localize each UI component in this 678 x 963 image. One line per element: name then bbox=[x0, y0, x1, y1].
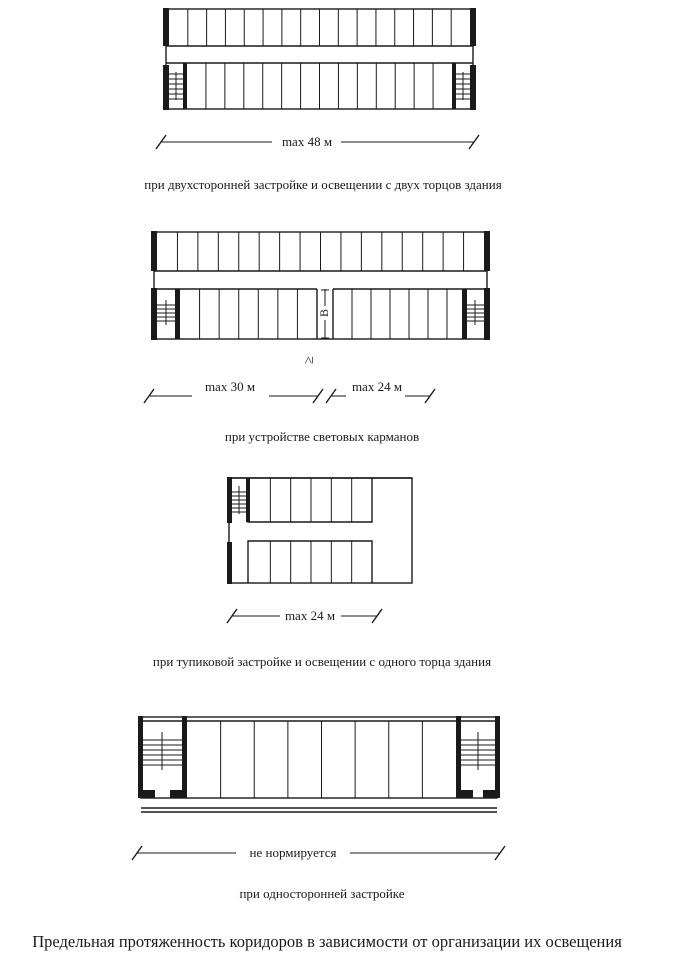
dimension-label: max 48 м bbox=[281, 134, 333, 149]
building-outline bbox=[229, 478, 412, 583]
staircase bbox=[232, 486, 246, 514]
end-wall bbox=[495, 716, 500, 798]
pocket-width-mark bbox=[317, 289, 331, 339]
stair-wall bbox=[452, 63, 456, 109]
end-wall bbox=[138, 716, 143, 798]
stair-wall bbox=[456, 716, 461, 798]
figure-title: Предельная протяженность коридоров в зависимости от организации их освещения bbox=[32, 932, 622, 951]
stair-wall bbox=[462, 289, 467, 339]
dimension-label: max 24 м bbox=[284, 608, 336, 623]
rooms-row bbox=[221, 721, 423, 798]
stair-wall bbox=[175, 289, 180, 339]
end-wall bbox=[151, 288, 157, 340]
caption-dead-end: при тупиковой застройке и освещении с одного торца здания bbox=[152, 654, 492, 669]
rooms-top-row bbox=[177, 232, 463, 271]
pocket-width-label: В bbox=[316, 308, 331, 318]
dimension-line-48 bbox=[156, 134, 479, 149]
rooms-top-row bbox=[270, 478, 351, 522]
end-wall bbox=[163, 8, 169, 46]
end-wall bbox=[470, 8, 476, 46]
caption-one-sided: при односторонней застройке bbox=[239, 886, 405, 901]
dimension-line-unrestricted bbox=[132, 845, 505, 860]
end-wall bbox=[227, 542, 232, 584]
stair-wall bbox=[246, 478, 250, 522]
end-wall bbox=[470, 65, 476, 110]
wall-corner bbox=[456, 790, 473, 798]
building-outline bbox=[141, 717, 497, 798]
dimension-lines-30-24 bbox=[144, 379, 435, 403]
rooms-block-top bbox=[248, 478, 372, 522]
caption-double-sided: при двухсторонней застройке и освещении с двух торцов здания bbox=[144, 177, 502, 192]
caption-light-pockets: при устройстве световых карманов bbox=[224, 429, 420, 444]
rooms-bottom-row bbox=[200, 289, 428, 339]
plan-double-sided bbox=[163, 8, 476, 110]
wall-corner bbox=[138, 790, 155, 798]
rooms-bottom-row bbox=[206, 63, 433, 109]
dimension-label-left: max 30 м bbox=[204, 379, 256, 394]
end-wall bbox=[227, 477, 232, 523]
dimension-label-right: max 24 м bbox=[351, 379, 403, 394]
wall-corner bbox=[483, 790, 500, 798]
plan-light-pockets bbox=[151, 231, 490, 364]
end-wall bbox=[163, 65, 169, 110]
end-wall bbox=[151, 231, 157, 271]
rooms-top-row bbox=[188, 9, 451, 46]
staircase bbox=[143, 732, 495, 770]
plan-one-sided bbox=[138, 716, 500, 812]
stair-wall bbox=[182, 716, 187, 798]
dimension-label: не нормируется bbox=[249, 845, 337, 860]
dimension-line-24 bbox=[227, 608, 382, 623]
plan-dead-end bbox=[227, 477, 412, 584]
pocket-relation: ≥ bbox=[302, 356, 318, 364]
rooms-block-bottom bbox=[248, 541, 372, 583]
wall-corner bbox=[170, 790, 187, 798]
end-wall bbox=[484, 288, 490, 340]
end-wall bbox=[484, 231, 490, 271]
stair-wall bbox=[183, 63, 187, 109]
rooms-bottom-row bbox=[270, 541, 351, 583]
